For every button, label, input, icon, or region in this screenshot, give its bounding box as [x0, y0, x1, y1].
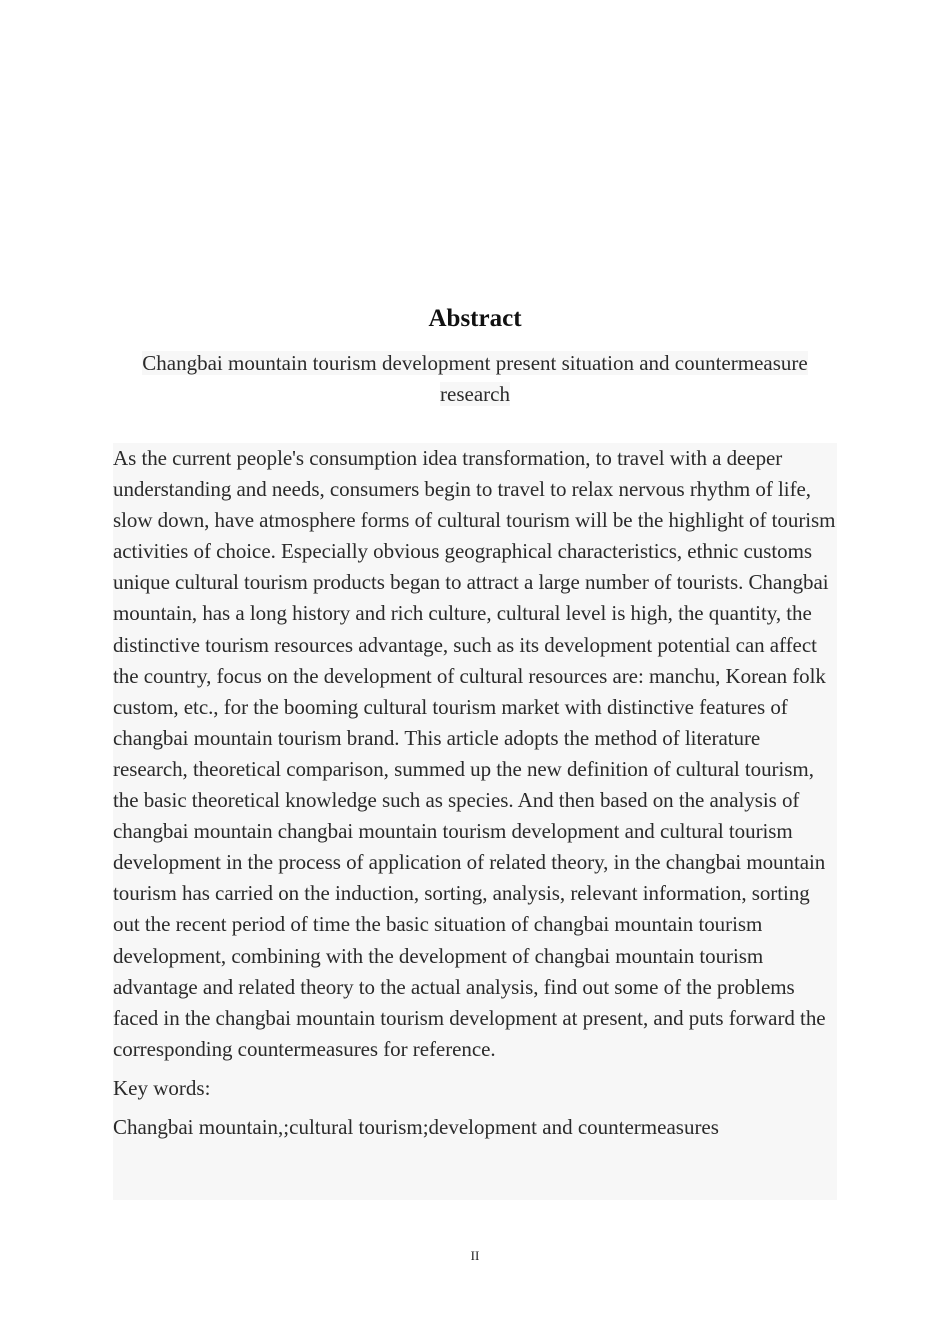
keywords-list: Changbai mountain,;cultural tourism;development and countermeasures [113, 1114, 719, 1139]
paper-title [113, 348, 837, 410]
abstract-block [113, 443, 837, 1200]
abstract-heading: Abstract [428, 305, 522, 332]
keywords-label: Key words: [113, 1075, 211, 1100]
abstract-body: As the current people's consumption idea transformation, to travel with a deeper understanding and needs, consumers begin to travel to relax nervous rhythm of life, slow down, have atmosphere forms of cultural tourism will be the highlight of tourism activities of choice. Especially obvious geographical characteristics, ethnic customs unique cultural tourism products began to attract a large number of tourists. Changbai mountain, has a long history and rich culture, cultural level is high, the quantity, the distinctive tourism resources advantage, such as its development potential can affect the country, focus on the development of cultural resources are: manchu, Korean folk custom, etc., for the booming cultural tourism market with distinctive features of changbai mountain tourism brand. This article adopts the method of literature research, theoretical comparison, summed up the new definition of cultural tourism, the basic theoretical knowledge such as species. And then based on the analysis of changbai mountain changbai mountain tourism development and cultural tourism development in the process of application of related theory, in the changbai mountain tourism has carried on the induction, sorting, analysis, relevant information, sorting out the recent period of time the basic situation of changbai mountain tourism development, combining with the development of changbai mountain tourism advantage and related theory to the actual analysis, find out some of the problems faced in the changbai mountain tourism development at present, and puts forward the corresponding countermeasures for reference. [113, 446, 836, 1061]
page-number: II [470, 1248, 480, 1263]
paper-title-text: Changbai mountain tourism development present situation and countermeasure research [142, 351, 808, 406]
